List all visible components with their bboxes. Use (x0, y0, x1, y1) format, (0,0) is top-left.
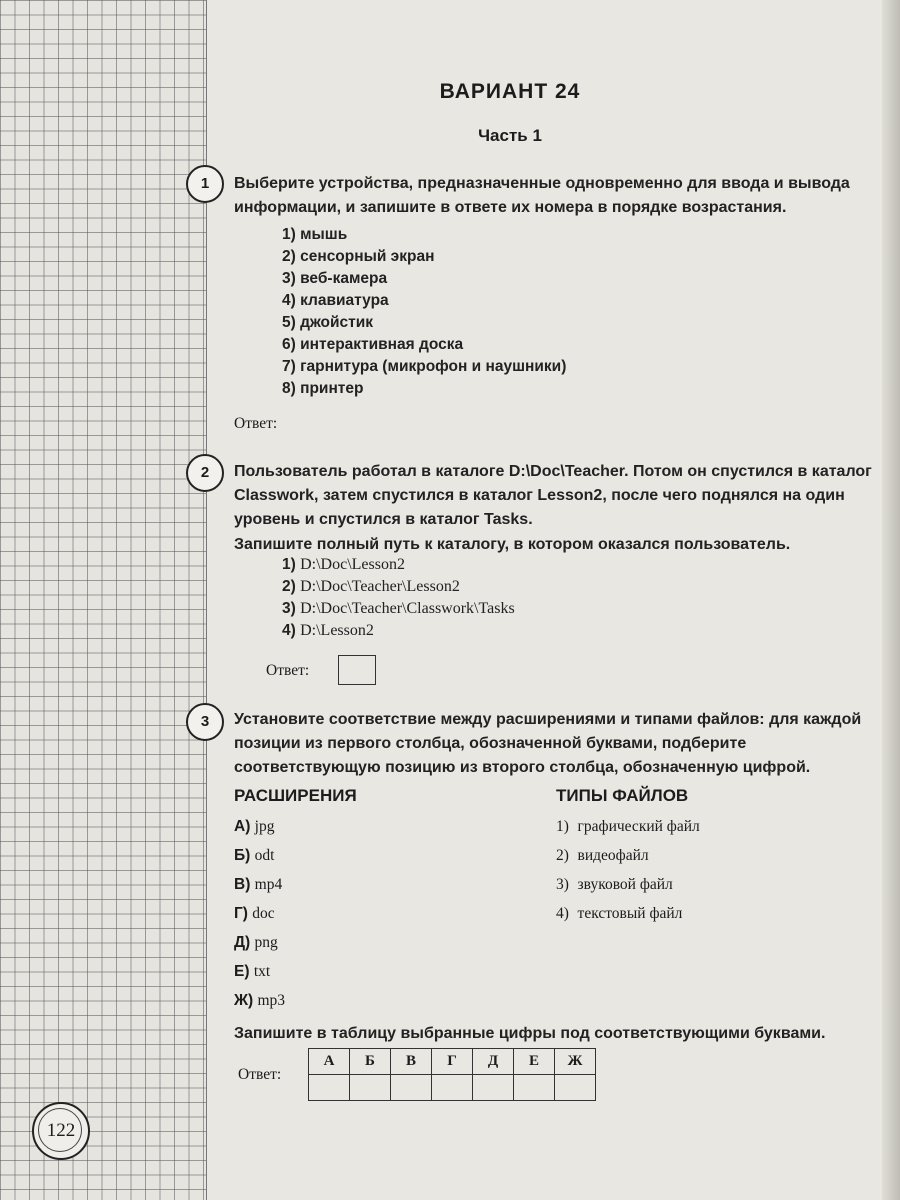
extension-item (234, 816, 274, 838)
answer-table-letter: А (309, 1049, 350, 1075)
q2-option-num: 1) (282, 556, 296, 573)
q2-option (282, 598, 515, 620)
answer-table (308, 1048, 596, 1101)
q1-option: 4) клавиатура (282, 292, 389, 309)
answer-table-input-row (309, 1075, 596, 1101)
variant-title: ВАРИАНТ 24 (439, 80, 581, 103)
page-number: 122 (32, 1102, 90, 1160)
answer-table-cell[interactable] (309, 1075, 350, 1101)
q2-option (282, 554, 405, 576)
file-type-item (556, 874, 673, 896)
answer-table-cell[interactable] (350, 1075, 391, 1101)
answer-table-letter: В (391, 1049, 432, 1075)
question-3-text: Установите соответствие между расширениями и типами файлов: для каждой позиции из первого столбца, обозначенной буквами, подберите соответствующую позицию из второго столбца, обозначенную цифрой. (234, 711, 862, 776)
q1-option: 7) гарнитура (микрофон и наушники) (282, 358, 567, 375)
q1-answer-label: Ответ: (234, 415, 278, 432)
part-title: Часть 1 (478, 126, 542, 145)
q2-text-part: Пользователь работал в каталоге (234, 463, 509, 480)
question-1-number: 1 (186, 165, 224, 203)
q2-dir-tasks: Tasks (484, 511, 529, 528)
q2-option-num: 3) (282, 600, 296, 617)
q3-answer-label: Ответ: (238, 1066, 282, 1083)
file-type-num: 1) (556, 818, 569, 835)
file-type-name: видеофайл (577, 847, 649, 864)
file-type-num: 3) (556, 876, 569, 893)
extension-value: txt (253, 963, 271, 980)
q1-option: 1) мышь (282, 226, 348, 243)
file-type-item (556, 903, 682, 925)
grid-margin (0, 0, 207, 1200)
q1-option: 2) сенсорный экран (282, 248, 435, 265)
file-type-name: звуковой файл (577, 876, 673, 893)
answer-table-header-row (309, 1049, 596, 1075)
extension-letter: Д) (234, 934, 251, 951)
answer-table-letter: Д (473, 1049, 514, 1075)
extension-value: doc (252, 905, 275, 922)
answer-table-letter: Е (514, 1049, 555, 1075)
q2-text-part: . (528, 511, 533, 528)
question-1-text: Выберите устройства, предназначенные одновременно для ввода и вывода информации, и запишите в ответе их номера в порядке возрастания. (234, 175, 850, 216)
file-type-num: 4) (556, 905, 569, 922)
answer-table-letter: Б (350, 1049, 391, 1075)
question-2-number: 2 (186, 454, 224, 492)
extension-value: mp3 (257, 992, 286, 1009)
table-instruction: Запишите в таблицу выбранные цифры под соответствующими буквами. (234, 1025, 826, 1042)
q1-option: 3) веб-камера (282, 270, 388, 287)
file-type-name: графический файл (577, 818, 700, 835)
file-type-name: текстовый файл (577, 905, 683, 922)
answer-table-cell[interactable] (473, 1075, 514, 1101)
file-type-num: 2) (556, 847, 569, 864)
q2-option-path: D:\Doc\Teacher\Lesson2 (300, 578, 460, 595)
extension-value: mp4 (254, 876, 283, 893)
q2-dir-lesson2: Lesson2 (537, 487, 603, 504)
extension-item (234, 903, 275, 925)
extension-item (234, 874, 282, 896)
extension-item (234, 932, 278, 954)
extension-letter: А) (234, 818, 251, 835)
answer-table-cell[interactable] (391, 1075, 432, 1101)
question-2-instruction: Запишите полный путь к каталогу, в котором оказался пользователь. (234, 536, 791, 553)
extension-letter: Ж) (234, 992, 254, 1009)
q1-option: 6) интерактивная доска (282, 336, 464, 353)
extension-letter: Е) (234, 963, 250, 980)
q2-option (282, 576, 460, 598)
extension-item (234, 961, 270, 983)
q1-option: 8) принтер (282, 380, 364, 397)
page-edge-shadow (882, 0, 900, 1200)
extension-letter: Б) (234, 847, 251, 864)
q2-text-part: , затем спустился в каталог (314, 487, 538, 504)
extension-letter: Г) (234, 905, 248, 922)
answer-table-cell[interactable] (432, 1075, 473, 1101)
extensions-header: РАСШИРЕНИЯ (234, 786, 357, 805)
extension-value: odt (254, 847, 275, 864)
q2-dir-classwork: Classwork (234, 487, 315, 504)
question-2-text (234, 460, 874, 532)
file-type-item (556, 816, 700, 838)
extension-value: png (254, 934, 278, 951)
extension-item (234, 990, 285, 1012)
q2-answer-label: Ответ: (266, 662, 310, 679)
q2-start-path: D:\Doc\Teacher (508, 463, 625, 480)
file-type-item (556, 845, 649, 867)
answer-table-letter: Г (432, 1049, 473, 1075)
extension-item (234, 845, 274, 867)
file-types-header: ТИПЫ ФАЙЛОВ (556, 786, 689, 805)
extension-letter: В) (234, 876, 251, 893)
q2-text-part: , после чего поднялся на один уровень и спустился в каталог (234, 487, 845, 528)
q1-option: 5) джойстик (282, 314, 374, 331)
answer-table-letter: Ж (555, 1049, 596, 1075)
q2-option-num: 4) (282, 622, 296, 639)
q2-option-path: D:\Lesson2 (300, 622, 374, 639)
q2-option-path: D:\Doc\Teacher\Classwork\Tasks (300, 600, 515, 617)
answer-table-cell[interactable] (514, 1075, 555, 1101)
q2-answer-box[interactable] (338, 655, 376, 685)
q2-text-part: . Потом он спустился в каталог (624, 463, 872, 480)
extension-value: jpg (254, 818, 275, 835)
answer-table-cell[interactable] (555, 1075, 596, 1101)
q2-option (282, 620, 374, 642)
question-3-number: 3 (186, 703, 224, 741)
q2-option-path: D:\Doc\Lesson2 (300, 556, 405, 573)
q2-option-num: 2) (282, 578, 296, 595)
